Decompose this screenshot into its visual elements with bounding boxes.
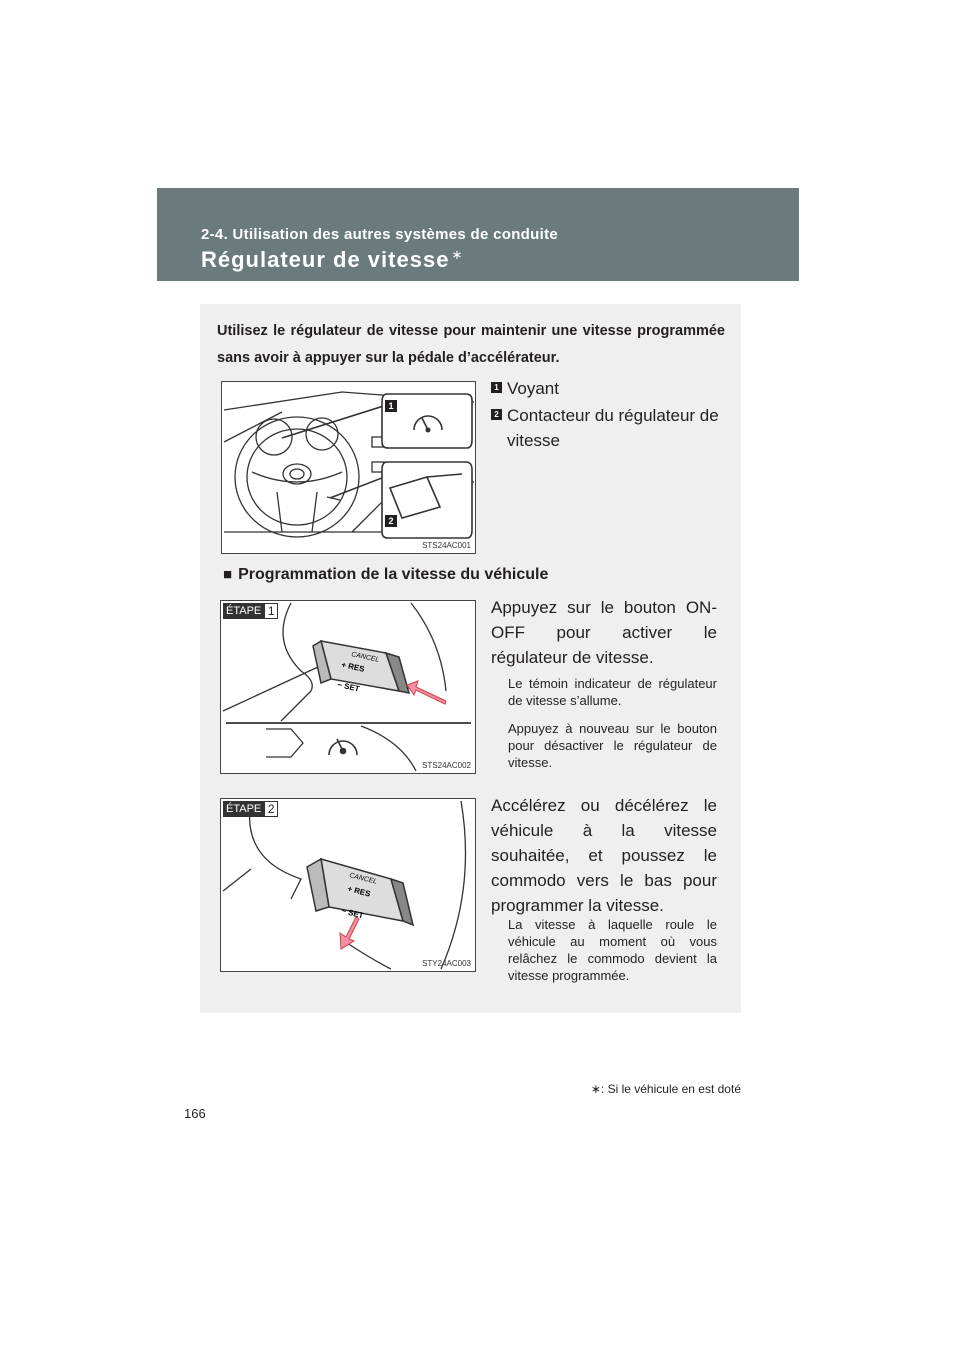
title-asterisk: ∗: [451, 247, 464, 262]
section-subheading: [223, 566, 548, 584]
callout-legend: [491, 376, 731, 453]
page-title-text: Régulateur de vitesse: [201, 247, 450, 272]
legend-number: 1: [491, 382, 502, 393]
lever-set-label: − SET: [340, 906, 365, 921]
subheading-text: Programmation de la vitesse du véhicule: [238, 566, 549, 583]
legend-item: [491, 376, 731, 401]
lever-set-label: − SET: [336, 680, 361, 694]
dashboard-illustration: [222, 382, 475, 553]
lever-res-label: + RES: [340, 660, 366, 674]
footnote-asterisk-icon: ∗: [590, 1082, 601, 1096]
square-bullet-icon: ■: [223, 566, 233, 583]
step1-note: Le témoin indicateur de régulateur de vitesse s’allume.: [508, 676, 717, 708]
figure-code: STS24AC002: [422, 761, 471, 770]
legend-item: [491, 403, 731, 453]
step-number: 2: [264, 801, 278, 817]
step2-figure: [220, 798, 476, 972]
callout-1-number: 1: [388, 401, 394, 411]
intro-text: Utilisez le régulateur de vitesse pour maintenir une vitesse programmée sans avoir à appuyer sur la pédale d’accélérateur.: [217, 323, 725, 366]
page-number: 166: [184, 1106, 206, 1121]
step2-note: La vitesse à laquelle roule le véhicule au moment où vous relâchez le commodo devient la vitesse programmée.: [508, 917, 717, 983]
content-panel: [200, 304, 741, 1013]
step1-figure: [220, 600, 476, 774]
step2-illustration: [221, 799, 475, 971]
legend-number: 2: [491, 409, 502, 420]
step1-illustration: [221, 601, 475, 773]
section-label: 2-4. Utilisation des autres systèmes de conduite: [201, 226, 559, 243]
step-word: ÉTAPE: [223, 603, 264, 619]
step-tag: [223, 801, 278, 817]
step1-instruction: Appuyez sur le bouton ON-OFF pour activer le régulateur de vitesse.: [491, 598, 717, 667]
chapter-header: [157, 188, 799, 281]
dashboard-figure: [221, 381, 476, 554]
lever-cancel-label: CANCEL: [348, 872, 378, 886]
cruise-indicator-icon: [329, 739, 357, 755]
figure-code: STS24AC001: [422, 541, 471, 550]
legend-label: Contacteur du régulateur de vitesse: [507, 406, 719, 450]
step-tag: [223, 603, 278, 619]
step-word: ÉTAPE: [223, 801, 264, 817]
callout-2-number: 2: [388, 516, 394, 526]
footnote-text: : Si le véhicule en est doté: [600, 1082, 741, 1096]
step2-instruction: Accélérez ou décélérez le véhicule à la vitesse souhaitée, et poussez le commodo vers le bas pour programmer la vitesse.: [491, 796, 717, 915]
lever-res-label: + RES: [346, 884, 372, 899]
footnote: [591, 1082, 741, 1096]
page-title: [201, 247, 463, 273]
transition-arrow-icon: [266, 729, 303, 757]
step1-note: Appuyez à nouveau sur le bouton pour désactiver le régulateur de vitesse.: [508, 721, 717, 770]
press-arrow-icon: [407, 681, 446, 704]
lever-cancel-label: CANCEL: [350, 651, 380, 664]
legend-label: Voyant: [507, 379, 559, 398]
step-number: 1: [264, 603, 278, 619]
push-down-arrow-icon: [340, 917, 359, 949]
figure-code: STY24AC003: [422, 959, 471, 968]
